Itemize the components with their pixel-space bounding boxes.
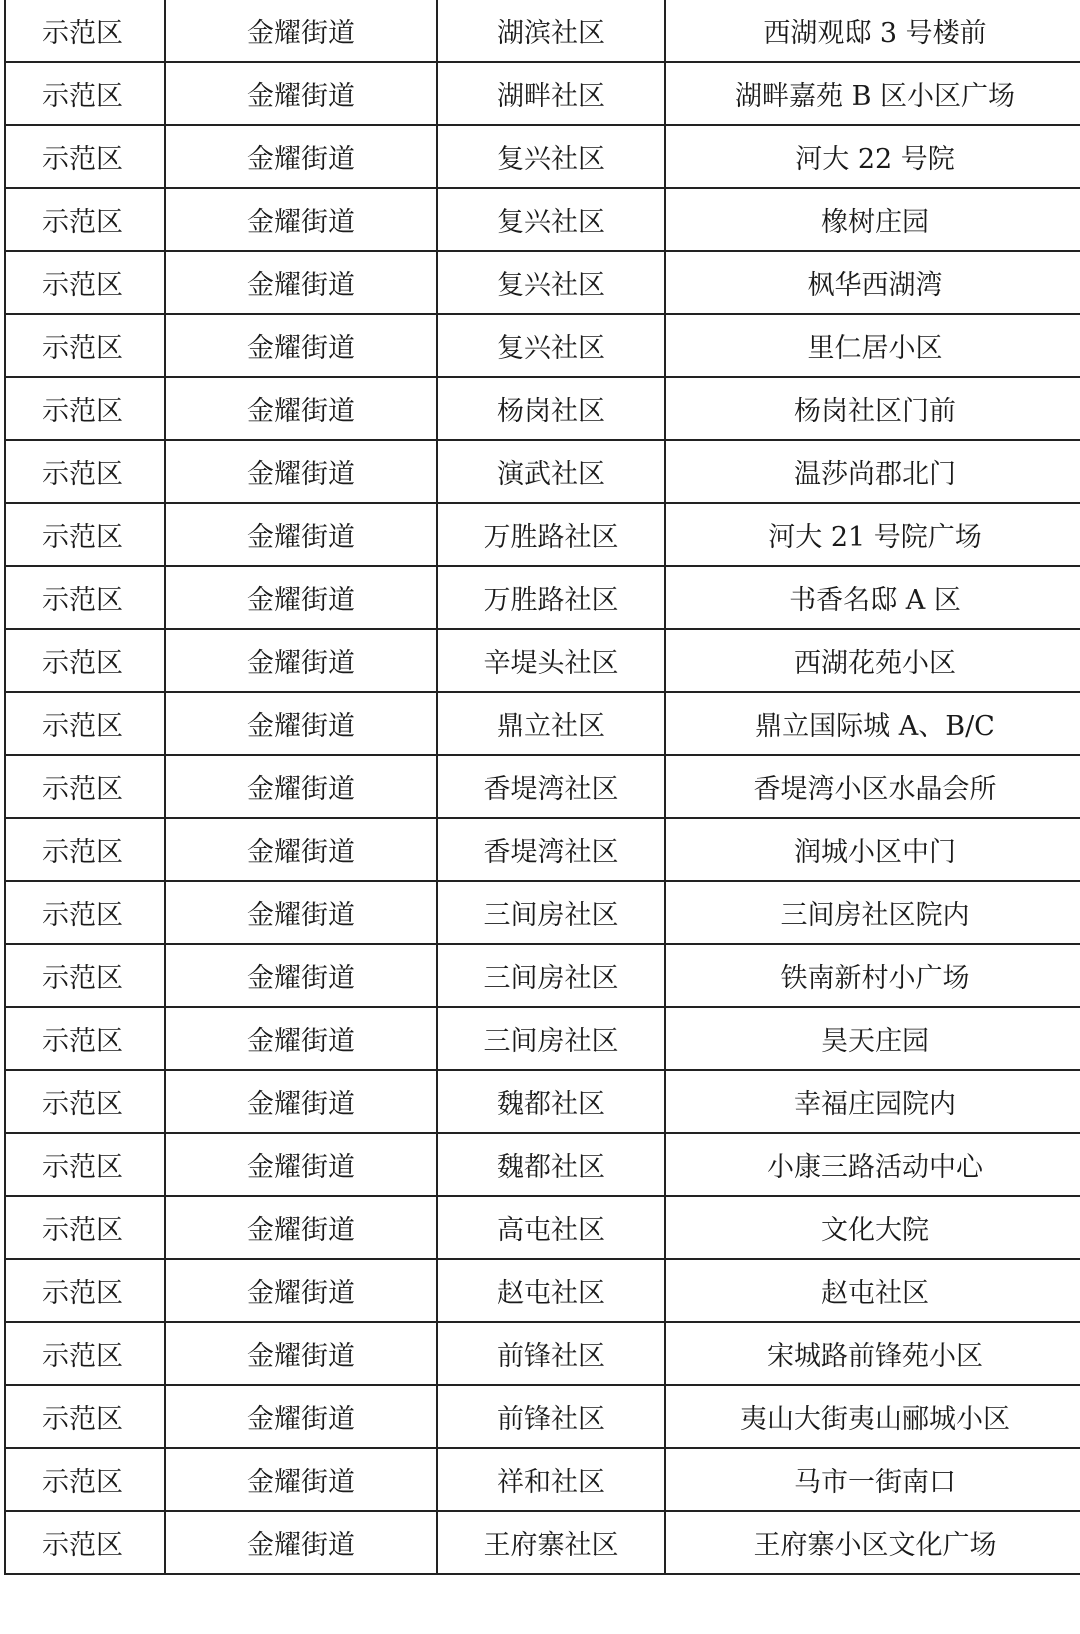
- table-row: [5, 1070, 1080, 1133]
- street-cell: 金耀街道: [165, 755, 437, 818]
- table-row: [5, 125, 1080, 188]
- street-cell: 金耀街道: [165, 566, 437, 629]
- street-cell: 金耀街道: [165, 629, 437, 692]
- district-cell: 示范区: [5, 440, 165, 503]
- street-cell: 金耀街道: [165, 692, 437, 755]
- street-cell: 金耀街道: [165, 314, 437, 377]
- table-row: [5, 692, 1080, 755]
- site-cell: 里仁居小区: [665, 314, 1080, 377]
- site-cell: 橡树庄园: [665, 188, 1080, 251]
- table-row: [5, 566, 1080, 629]
- location-table: [4, 0, 1080, 1575]
- table-row: [5, 629, 1080, 692]
- community-cell: 香堤湾社区: [437, 755, 665, 818]
- table-row: [5, 0, 1080, 62]
- community-cell: 复兴社区: [437, 251, 665, 314]
- table-row: [5, 1511, 1080, 1574]
- table-row: [5, 1448, 1080, 1511]
- street-cell: 金耀街道: [165, 188, 437, 251]
- site-cell: 夷山大街夷山郦城小区: [665, 1385, 1080, 1448]
- community-cell: 杨岗社区: [437, 377, 665, 440]
- community-cell: 魏都社区: [437, 1133, 665, 1196]
- district-cell: 示范区: [5, 1448, 165, 1511]
- street-cell: 金耀街道: [165, 503, 437, 566]
- district-cell: 示范区: [5, 1385, 165, 1448]
- district-cell: 示范区: [5, 1007, 165, 1070]
- community-cell: 湖滨社区: [437, 0, 665, 62]
- street-cell: 金耀街道: [165, 440, 437, 503]
- district-cell: 示范区: [5, 692, 165, 755]
- site-cell: 温莎尚郡北门: [665, 440, 1080, 503]
- street-cell: 金耀街道: [165, 1133, 437, 1196]
- site-cell: 王府寨小区文化广场: [665, 1511, 1080, 1574]
- community-cell: 魏都社区: [437, 1070, 665, 1133]
- district-cell: 示范区: [5, 566, 165, 629]
- district-cell: 示范区: [5, 1322, 165, 1385]
- site-cell: 书香名邸 A 区: [665, 566, 1080, 629]
- table-row: [5, 314, 1080, 377]
- community-cell: 演武社区: [437, 440, 665, 503]
- location-table-body: [5, 0, 1080, 1574]
- site-cell: 文化大院: [665, 1196, 1080, 1259]
- site-cell: 赵屯社区: [665, 1259, 1080, 1322]
- district-cell: 示范区: [5, 251, 165, 314]
- table-row: [5, 881, 1080, 944]
- site-cell: 润城小区中门: [665, 818, 1080, 881]
- site-cell: 铁南新村小广场: [665, 944, 1080, 1007]
- site-cell: 鼎立国际城 A、B/C: [665, 692, 1080, 755]
- community-cell: 高屯社区: [437, 1196, 665, 1259]
- community-cell: 赵屯社区: [437, 1259, 665, 1322]
- site-cell: 湖畔嘉苑 B 区小区广场: [665, 62, 1080, 125]
- table-row: [5, 440, 1080, 503]
- site-cell: 西湖观邸 3 号楼前: [665, 0, 1080, 62]
- street-cell: 金耀街道: [165, 1511, 437, 1574]
- site-cell: 河大 21 号院广场: [665, 503, 1080, 566]
- table-row: [5, 503, 1080, 566]
- community-cell: 万胜路社区: [437, 566, 665, 629]
- district-cell: 示范区: [5, 503, 165, 566]
- community-cell: 前锋社区: [437, 1322, 665, 1385]
- site-cell: 小康三路活动中心: [665, 1133, 1080, 1196]
- community-cell: 三间房社区: [437, 881, 665, 944]
- table-row: [5, 1259, 1080, 1322]
- street-cell: 金耀街道: [165, 0, 437, 62]
- table-row: [5, 1322, 1080, 1385]
- street-cell: 金耀街道: [165, 1322, 437, 1385]
- district-cell: 示范区: [5, 1511, 165, 1574]
- community-cell: 三间房社区: [437, 1007, 665, 1070]
- site-cell: 三间房社区院内: [665, 881, 1080, 944]
- community-cell: 香堤湾社区: [437, 818, 665, 881]
- community-cell: 复兴社区: [437, 188, 665, 251]
- street-cell: 金耀街道: [165, 62, 437, 125]
- table-row: [5, 944, 1080, 1007]
- street-cell: 金耀街道: [165, 1196, 437, 1259]
- street-cell: 金耀街道: [165, 944, 437, 1007]
- site-cell: 西湖花苑小区: [665, 629, 1080, 692]
- street-cell: 金耀街道: [165, 1385, 437, 1448]
- community-cell: 王府寨社区: [437, 1511, 665, 1574]
- site-cell: 马市一街南口: [665, 1448, 1080, 1511]
- district-cell: 示范区: [5, 755, 165, 818]
- district-cell: 示范区: [5, 1259, 165, 1322]
- district-cell: 示范区: [5, 818, 165, 881]
- community-cell: 复兴社区: [437, 125, 665, 188]
- site-cell: 杨岗社区门前: [665, 377, 1080, 440]
- community-cell: 万胜路社区: [437, 503, 665, 566]
- district-cell: 示范区: [5, 1196, 165, 1259]
- community-cell: 三间房社区: [437, 944, 665, 1007]
- street-cell: 金耀街道: [165, 881, 437, 944]
- location-table-container: [4, 0, 1080, 1575]
- table-row: [5, 1196, 1080, 1259]
- street-cell: 金耀街道: [165, 125, 437, 188]
- community-cell: 鼎立社区: [437, 692, 665, 755]
- district-cell: 示范区: [5, 314, 165, 377]
- table-row: [5, 251, 1080, 314]
- district-cell: 示范区: [5, 881, 165, 944]
- district-cell: 示范区: [5, 377, 165, 440]
- district-cell: 示范区: [5, 125, 165, 188]
- district-cell: 示范区: [5, 0, 165, 62]
- table-row: [5, 1133, 1080, 1196]
- district-cell: 示范区: [5, 62, 165, 125]
- table-row: [5, 818, 1080, 881]
- district-cell: 示范区: [5, 1070, 165, 1133]
- site-cell: 香堤湾小区水晶会所: [665, 755, 1080, 818]
- street-cell: 金耀街道: [165, 377, 437, 440]
- table-row: [5, 188, 1080, 251]
- table-row: [5, 62, 1080, 125]
- site-cell: 河大 22 号院: [665, 125, 1080, 188]
- table-row: [5, 755, 1080, 818]
- table-row: [5, 377, 1080, 440]
- community-cell: 前锋社区: [437, 1385, 665, 1448]
- site-cell: 幸福庄园院内: [665, 1070, 1080, 1133]
- community-cell: 辛堤头社区: [437, 629, 665, 692]
- district-cell: 示范区: [5, 629, 165, 692]
- district-cell: 示范区: [5, 1133, 165, 1196]
- table-row: [5, 1007, 1080, 1070]
- street-cell: 金耀街道: [165, 1448, 437, 1511]
- street-cell: 金耀街道: [165, 1007, 437, 1070]
- site-cell: 枫华西湖湾: [665, 251, 1080, 314]
- street-cell: 金耀街道: [165, 818, 437, 881]
- district-cell: 示范区: [5, 944, 165, 1007]
- street-cell: 金耀街道: [165, 1259, 437, 1322]
- community-cell: 祥和社区: [437, 1448, 665, 1511]
- community-cell: 复兴社区: [437, 314, 665, 377]
- district-cell: 示范区: [5, 188, 165, 251]
- street-cell: 金耀街道: [165, 1070, 437, 1133]
- site-cell: 宋城路前锋苑小区: [665, 1322, 1080, 1385]
- table-row: [5, 1385, 1080, 1448]
- site-cell: 昊天庄园: [665, 1007, 1080, 1070]
- community-cell: 湖畔社区: [437, 62, 665, 125]
- street-cell: 金耀街道: [165, 251, 437, 314]
